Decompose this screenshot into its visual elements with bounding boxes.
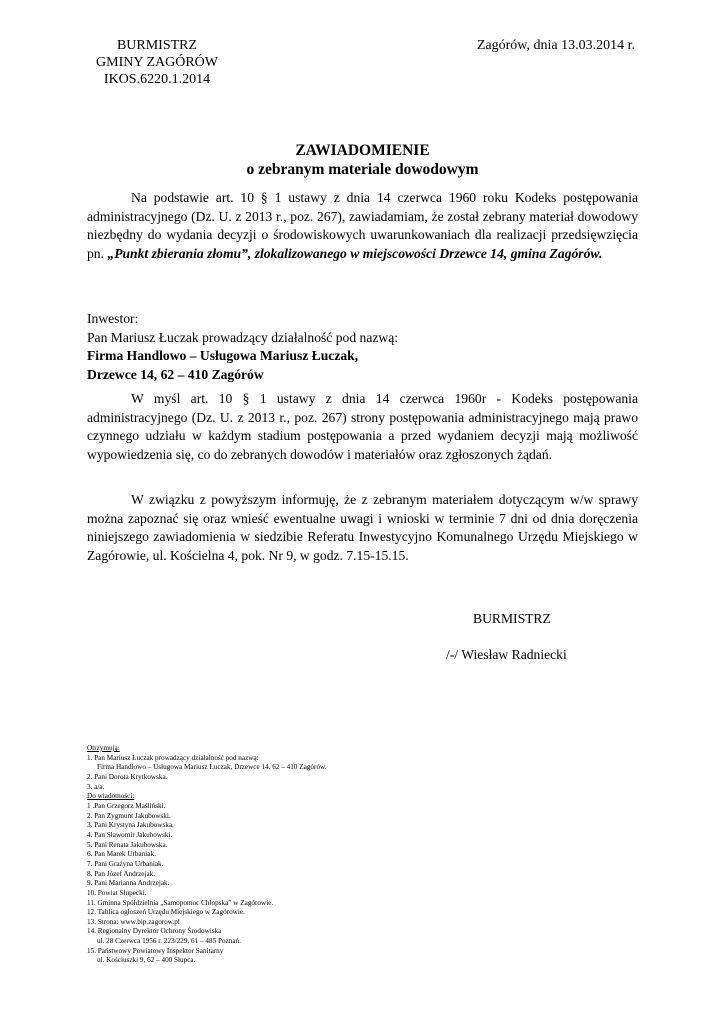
list-item: 1. Pan Mariusz Łuczak prowadzący działalność pod nazwą: — [87, 753, 259, 762]
signature-title: BURMISTRZ — [473, 611, 551, 626]
place-date: Zagórów, dnia 13.03.2014 r. — [476, 38, 635, 53]
list-item: Firma Handlowo – Usługowa Mariusz Łuczak, Drzewce 14, 62 – 410 Zagórów. — [97, 763, 327, 772]
list-item: 4. Pan Sławomir Jakubowski. — [87, 830, 173, 839]
paragraph-rights — [87, 390, 638, 464]
investor-address: Drzewce 14, 62 – 410 Zagórów — [87, 366, 264, 382]
list-item: 9. Pani Marianna Andrzejak. — [87, 879, 170, 888]
list-item: 7. Pani Grażyna Urbaniak. — [87, 859, 164, 868]
authority-header — [87, 37, 227, 88]
list-item: ul. Kościuszki 9, 62 – 400 Słupca. — [97, 956, 196, 965]
list-item: ul. 28 Czerwca 1956 r. 223/229, 61 – 485 Poznań. — [97, 937, 241, 946]
list-item: 10. Powiat Słupecki. — [87, 888, 147, 897]
list-item: 8. Pan Józef Andrzejak. — [87, 869, 156, 878]
investor-block — [87, 310, 647, 384]
paragraph-legal-basis-text: Na podstawie art. 10 § 1 ustawy z dnia 14 czerwca 1960 roku Kodeks postępowania administracyjnego (Dz. U. z 2013 r., poz. 267), zawiadamiam, że został zebrany materiał dowodowy niezbędny do wydania decyzji o środowiskowych uwarunkowaniach dla realizacji przedsięwzięcia pn. — [87, 190, 638, 261]
document-subtitle: o zebranym materiale dowodowym — [246, 161, 479, 178]
investor-line-1: Pan Mariusz Łuczak prowadzący działalność pod nazwą: — [87, 329, 399, 345]
list-item: 5. Pani Renata Jakubowska. — [87, 840, 168, 849]
paragraph-inspection-text: W związku z powyższym informuję, że z zebranym materiałem dotyczącym w/w sprawy można zapoznać się oraz wnieść ewentualne uwagi i wnioski w terminie 7 dni od dnia doręczenia niniejszego zawiadomienia w siedzibie Referatu Inwestycyjno Komunalnego Urzędu Miejskiego w Zagórowie, ul. Kościelna 4, pok. Nr 9, w godz. 7.15-15.15. — [87, 492, 638, 563]
case-number: IKOS.6220.1.2014 — [103, 72, 211, 87]
info-label: Do wiadomości: — [87, 792, 135, 801]
investor-label: Inwestor: — [87, 311, 139, 326]
list-item: 13. Strona: www.bip.zagorow.pl — [87, 917, 180, 926]
paragraph-rights-text: W myśl art. 10 § 1 ustawy z dnia 14 czerwca 1960r - Kodeks postępowania administracyjnego (Dz. U. z 2013 r., poz. 267) strony postępowania administracyjnego mają prawo czynnego udziału w każdym stadium postępowania a przed wydaniem decyzji mają możliwość wypowiedzenia się, co do zebranych dowodów i materiałów oraz zgłoszonych żądań. — [87, 391, 638, 462]
paragraph-inspection — [87, 491, 638, 565]
signature-name: /-/ Wiesław Radniecki — [446, 647, 567, 662]
list-item: 3. Pani Krystyna Jakubowska. — [87, 821, 174, 830]
list-item: 2. Pan Zygmunt Jakubowski. — [87, 811, 171, 820]
list-item: 6. Pan Marek Urbaniak. — [87, 850, 156, 859]
document-title: ZAWIADOMIENIE — [295, 142, 430, 159]
list-item: 1 .Pan Grzegorz Maśliński. — [87, 801, 166, 810]
paragraph-legal-basis — [87, 189, 638, 263]
authority-name: BURMISTRZ — [116, 38, 198, 53]
list-item: 11. Gminna Spółdzielnia „Samopomoc Chłopska” w Zagórowie. — [87, 898, 274, 907]
investor-company: Firma Handlowo – Usługowa Mariusz Łuczak, — [87, 348, 359, 363]
list-item: 12. Tablica ogłoszeń Urzędu Miejskiego w Zagórowie. — [87, 908, 245, 917]
list-item: 2. Pani Dorota Krytkowska. — [87, 772, 168, 781]
authority-gmina: GMINY ZAGÓRÓW — [96, 55, 218, 70]
received-label: Otrzymują: — [87, 744, 120, 752]
list-item: 14. Regionalny Dyrektor Ochrony Środowiska — [87, 927, 222, 936]
distribution-list — [87, 744, 587, 966]
list-item: 15. Państwowy Powiatowy Inspektor Sanitarny — [87, 946, 224, 955]
list-item: 3. a/a. — [87, 782, 105, 791]
project-name: „Punkt zbierania złomu”, zlokalizowanego w miejscowości Drzewce 14, gmina Zagórów. — [107, 245, 603, 261]
